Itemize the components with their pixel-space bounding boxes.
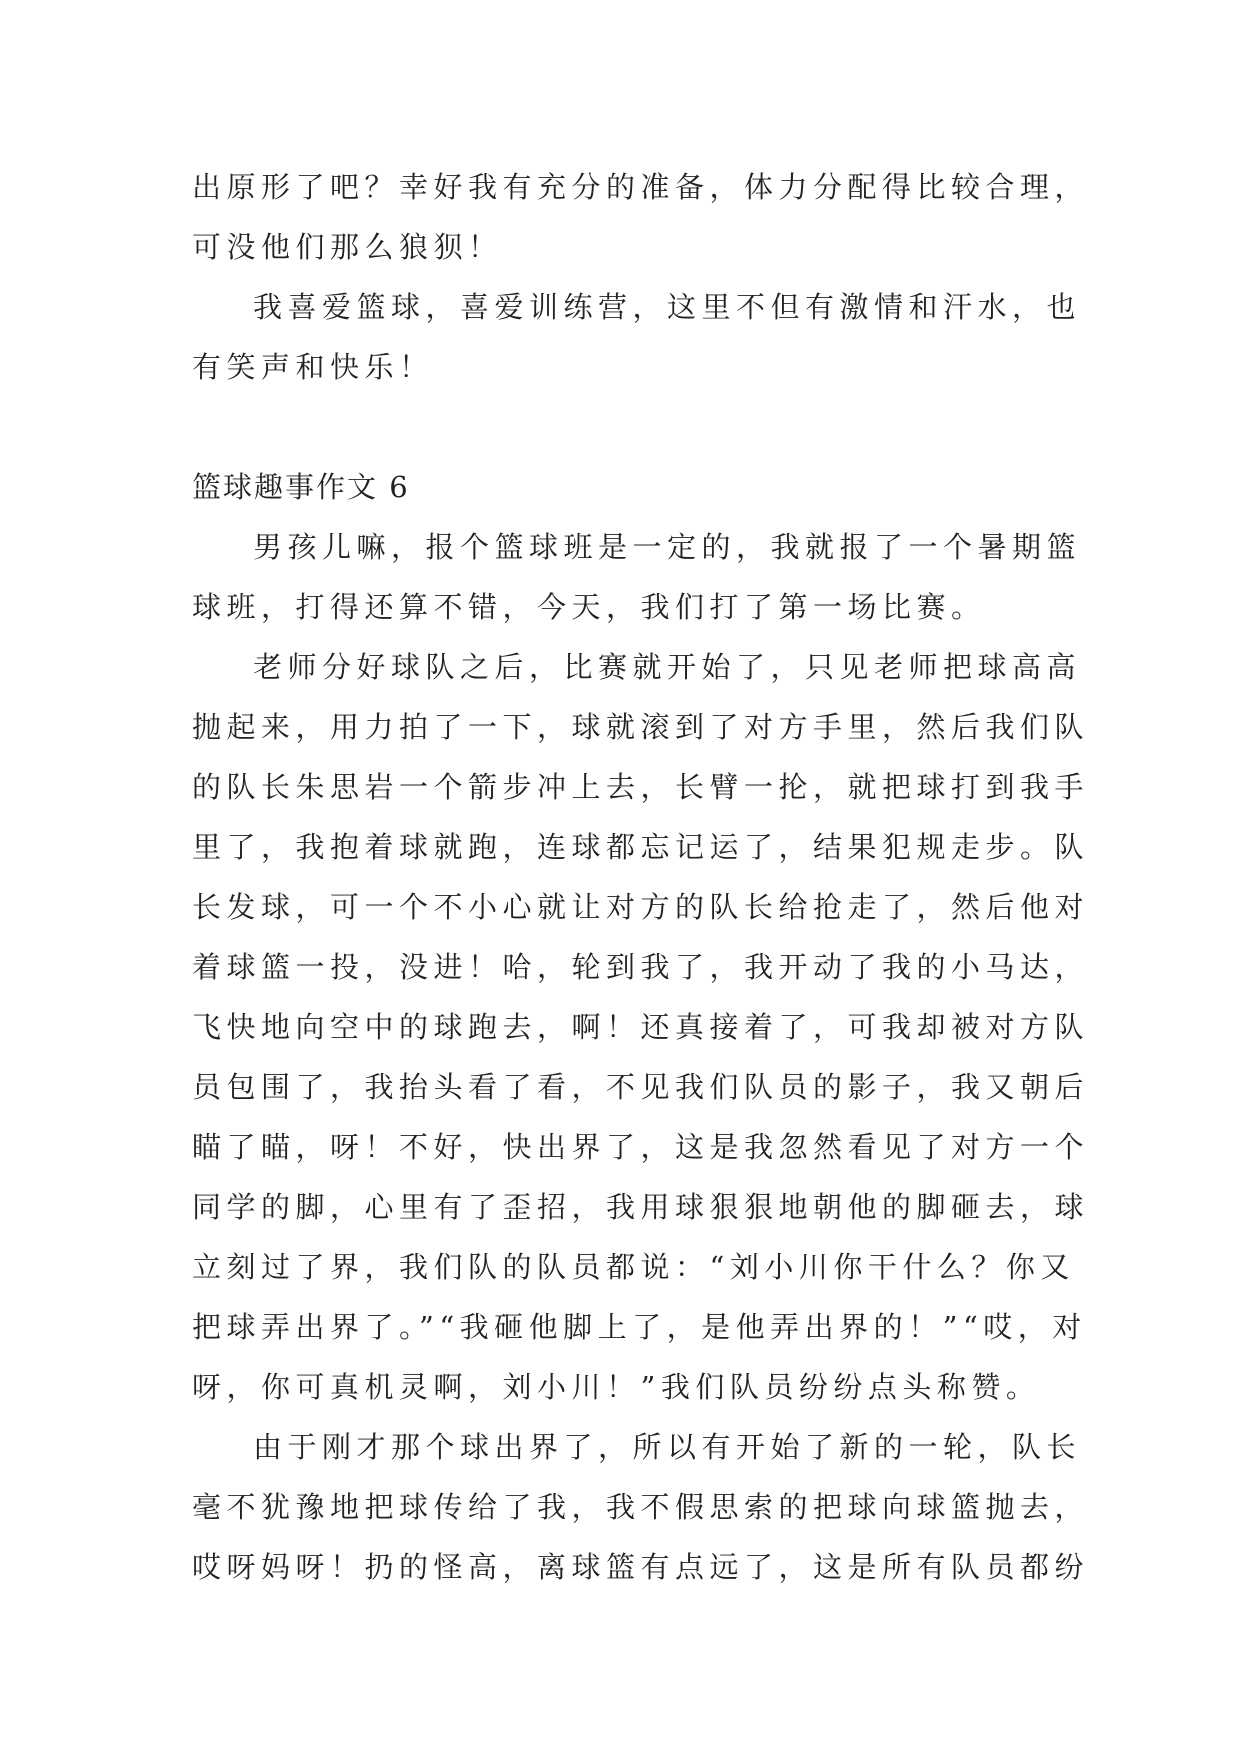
- text-line: 呀，你可真机灵啊，刘小川！”我们队员纷纷点头称赞。: [192, 1370, 1041, 1404]
- text-line: 的队长朱思岩一个箭步冲上去，长臂一抡，就把球打到我手: [192, 770, 1090, 804]
- text-line: 我喜爱篮球，喜爱训练营，这里不但有激情和汗水，也: [253, 290, 1082, 324]
- text-line: 飞快地向空中的球跑去，啊！还真接着了，可我却被对方队: [192, 1010, 1090, 1044]
- text-line: 哎呀妈呀！扔的怪高，离球篮有点远了，这是所有队员都纷: [192, 1550, 1090, 1584]
- text-line: 里了，我抱着球就跑，连球都忘记运了，结果犯规走步。队: [192, 830, 1090, 864]
- text-line: 同学的脚，心里有了歪招，我用球狠狠地朝他的脚砸去，球: [192, 1190, 1090, 1224]
- text-line: 球班，打得还算不错，今天，我们打了第一场比赛。: [192, 590, 986, 624]
- text-line: 出原形了吧？幸好我有充分的准备，体力分配得比较合理，: [192, 170, 1090, 204]
- text-line: 着球篮一投，没进！哈，轮到我了，我开动了我的小马达，: [192, 950, 1090, 984]
- text-line: 立刻过了界，我们队的队员都说：“刘小川你干什么？你又: [192, 1250, 1075, 1284]
- text-line: 有笑声和快乐！: [192, 350, 434, 384]
- paragraph-1: [192, 517, 1082, 637]
- intro-paragraph: [192, 157, 1090, 277]
- text-line: 由于刚才那个球出界了，所以有开始了新的一轮，队长: [253, 1430, 1082, 1464]
- paragraph-3: [192, 1417, 1090, 1597]
- closing-paragraph: [192, 277, 1082, 397]
- text-line: 男孩儿嘛，报个篮球班是一定的，我就报了一个暑期篮: [253, 530, 1082, 564]
- document-page: [192, 157, 1090, 1597]
- text-line: 把球弄出界了。”“我砸他脚上了，是他弄出界的！”“哎，对: [192, 1310, 1087, 1344]
- text-line: 老师分好球队之后，比赛就开始了，只见老师把球高高: [253, 650, 1082, 684]
- text-line: 可没他们那么狼狈！: [192, 230, 503, 264]
- text-line: 抛起来，用力拍了一下，球就滚到了对方手里，然后我们队: [192, 710, 1090, 744]
- text-line: 瞄了瞄，呀！不好，快出界了，这是我忽然看见了对方一个: [192, 1130, 1090, 1164]
- text-line: 毫不犹豫地把球传给了我，我不假思索的把球向球篮抛去，: [192, 1490, 1090, 1524]
- paragraph-2: [192, 637, 1090, 1417]
- text-line: 长发球，可一个不小心就让对方的队长给抢走了，然后他对: [192, 890, 1090, 924]
- text-line: 员包围了，我抬头看了看，不见我们队员的影子，我又朝后: [192, 1070, 1090, 1104]
- section-title: 篮球趣事作文 6: [192, 470, 410, 504]
